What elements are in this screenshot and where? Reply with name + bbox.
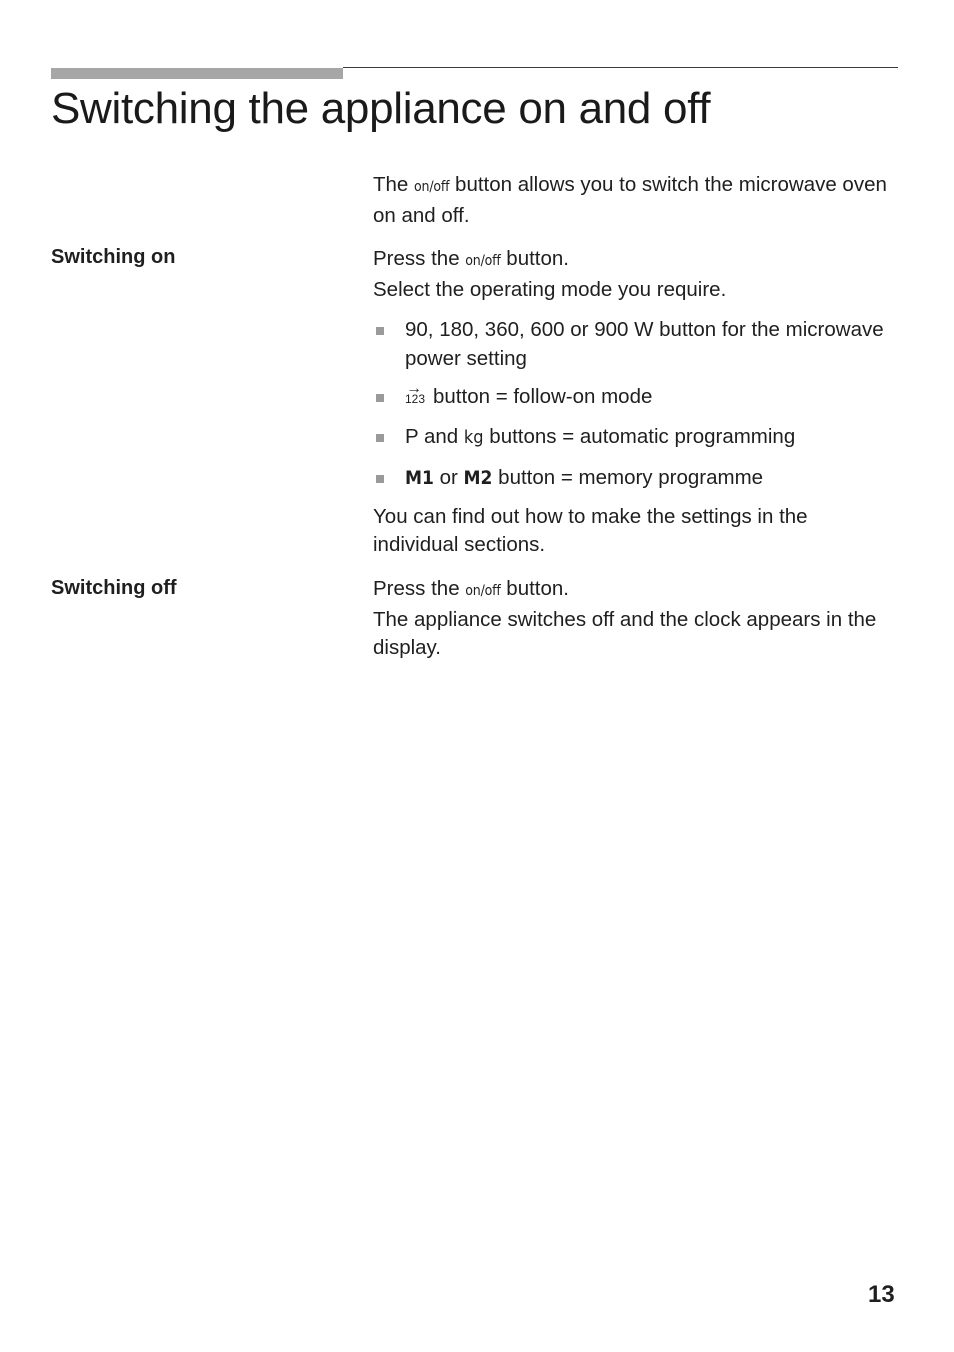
bullet-square-icon (376, 327, 384, 335)
follow-on-sequence-icon: → 123 (405, 380, 426, 406)
kg-button-symbol: kg (463, 426, 484, 448)
list-item: M1 or M2 button = memory programme (373, 464, 893, 493)
on-off-button-symbol: on/off (414, 179, 450, 195)
on-off-button-symbol: on/off (465, 253, 501, 269)
switching-on-body: Press the on/off button. Select the operating mode you require. 90, 180, 360, 600 or 900 W button for the microwave power setting → 123 button = follow-on mode P and kg buttons = automatic programming M1 or M2 button = memory programme You can find out how to make the settings in the individual sections. (373, 245, 893, 560)
section-label-switching-on: Switching on (51, 246, 176, 268)
bullet-square-icon (376, 394, 384, 402)
bullet-square-icon (376, 434, 384, 442)
switch-off-result: The appliance switches off and the clock appears in the display. (373, 607, 877, 659)
bullet-square-icon (376, 475, 384, 483)
list-item: → 123 button = follow-on mode (373, 383, 893, 412)
header-rule (343, 67, 898, 68)
header-accent-bar (51, 68, 343, 79)
m2-button-symbol: M2 (463, 467, 493, 489)
intro-text: The on/off button allows you to switch the microwave oven on and off. (373, 173, 887, 227)
list-item: 90, 180, 360, 600 or 900 W button for the microwave power setting (373, 316, 893, 373)
page-title: Switching the appliance on and off (51, 84, 711, 133)
settings-note: You can find out how to make the settings in the individual sections. (373, 504, 808, 556)
section-label-switching-off: Switching off (51, 577, 177, 599)
switching-off-body: Press the on/off button. The appliance switches off and the clock appears in the display. (373, 575, 893, 663)
page-number: 13 (868, 1281, 895, 1308)
list-item: P and kg buttons = automatic programming (373, 423, 893, 453)
operating-mode-list (373, 316, 893, 493)
instruction-select-mode: Select the operating mode you require. (373, 277, 727, 301)
m1-button-symbol: M1 (405, 467, 434, 489)
on-off-button-symbol: on/off (465, 583, 501, 599)
